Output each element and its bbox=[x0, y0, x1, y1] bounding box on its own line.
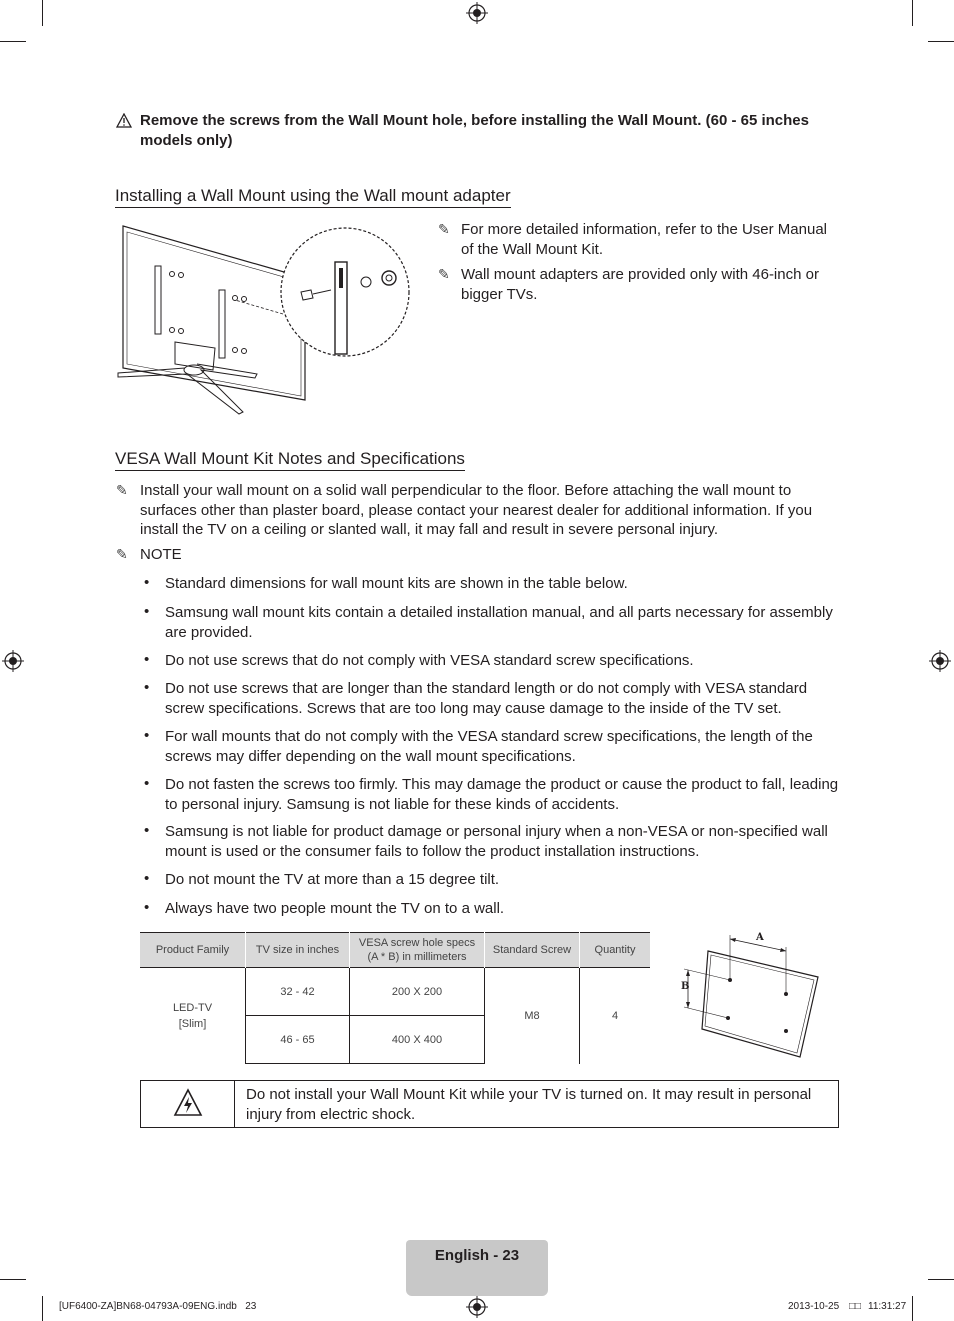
note-bullet: Do not use screws that are longer than the standard length or do not comply with VESA standard screw specifications. Screws that are too long may cause damage to the inside of the TV set. bbox=[165, 680, 808, 717]
note-icon: ✎ bbox=[438, 221, 450, 237]
note-bullet: Samsung wall mount kits contain a detailed installation manual, and all parts necessary for assembly are provided. bbox=[165, 604, 833, 641]
caution-icon bbox=[116, 113, 132, 128]
adapter-note: For more detailed information, refer to the User Manual of the Wall Mount Kit. bbox=[461, 221, 827, 258]
vesa-spec-cell: 200 X 200 bbox=[350, 968, 485, 1016]
note-bullet: Standard dimensions for wall mount kits are shown in the table below. bbox=[165, 575, 628, 592]
dimension-label-a: A bbox=[756, 932, 764, 943]
registration-mark-icon bbox=[466, 1296, 488, 1318]
table-header: Quantity bbox=[580, 933, 651, 968]
page-number-tab bbox=[406, 1240, 548, 1296]
registration-mark-icon bbox=[2, 650, 24, 672]
table-header: TV size in inches bbox=[246, 933, 350, 968]
registration-mark-icon bbox=[929, 650, 951, 672]
crop-mark bbox=[0, 1279, 26, 1280]
bullet-dot: • bbox=[144, 899, 150, 916]
warning-box bbox=[140, 1080, 839, 1128]
vesa-intro: Install your wall mount on a solid wall perpendicular to the floor. Before attaching the wall mount to surfaces other than plaster board, please contact your nearest dealer for additional information. If you install the TV on a ceiling or slanted wall, it may fall and result in severe personal injury. bbox=[140, 482, 813, 538]
table-header: Product Family bbox=[140, 933, 246, 968]
note-bullet: Do not use screws that do not comply with VESA standard screw specifications. bbox=[165, 652, 694, 669]
quantity-cell: 4 bbox=[580, 968, 651, 1064]
crop-mark bbox=[928, 41, 954, 42]
vesa-dimension-diagram bbox=[678, 925, 828, 1065]
crop-mark bbox=[912, 0, 913, 26]
warning-text: Do not install your Wall Mount Kit while your TV is turned on. It may result in personal injury from electric shock. bbox=[246, 1086, 812, 1123]
bullet-dot: • bbox=[144, 679, 150, 696]
bullet-dot: • bbox=[144, 727, 150, 744]
dimension-label-b: B bbox=[681, 981, 690, 992]
bullet-dot: • bbox=[144, 870, 150, 887]
footer-file-name: [UF6400-ZA]BN68-04793A-09ENG.indb 23 bbox=[59, 1301, 257, 1312]
table-header-row bbox=[140, 933, 650, 968]
table-row bbox=[140, 968, 650, 1016]
note-icon: ✎ bbox=[116, 546, 128, 562]
note-label: NOTE bbox=[140, 546, 182, 563]
crop-mark bbox=[912, 1296, 913, 1321]
standard-screw-cell: M8 bbox=[485, 968, 580, 1064]
note-bullet: Samsung is not liable for product damage or personal injury when a non-VESA or non-specified wall mount is used or the consumer fails to follow the product installation instructions. bbox=[165, 823, 828, 860]
footer-date: 2013-10-25 bbox=[788, 1301, 840, 1312]
product-family-line: [Slim] bbox=[178, 1017, 207, 1030]
note-bullet: For wall mounts that do not comply with the VESA standard screw specifications, the length of the screws may differ depending on the wall mount specifications. bbox=[165, 728, 813, 765]
crop-mark bbox=[42, 0, 43, 26]
tv-size-cell: 46 - 65 bbox=[246, 1016, 350, 1064]
note-bullet: Do not mount the TV at more than a 15 degree tilt. bbox=[165, 871, 500, 888]
adapter-heading: Installing a Wall Mount using the Wall mount adapter bbox=[115, 186, 511, 208]
warning-icon-cell bbox=[141, 1081, 235, 1127]
product-family-cell bbox=[140, 968, 246, 1064]
footer-time-prefix: □□ bbox=[849, 1301, 862, 1312]
tv-size-cell: 32 - 42 bbox=[246, 968, 350, 1016]
footer-time: 11:31:27 bbox=[868, 1301, 907, 1312]
page-label: English - 23 bbox=[434, 1247, 520, 1264]
bullet-dot: • bbox=[144, 574, 150, 591]
vesa-spec-table bbox=[140, 932, 650, 1064]
crop-mark bbox=[0, 41, 26, 42]
caution-text: Remove the screws from the Wall Mount hole, before installing the Wall Mount. (60 - 65 inches models only) bbox=[140, 112, 809, 149]
bullet-dot: • bbox=[144, 603, 150, 620]
crop-mark bbox=[928, 1279, 954, 1280]
bullet-dot: • bbox=[144, 775, 150, 792]
wall-mount-adapter-illustration bbox=[115, 218, 415, 418]
table-header: Standard Screw bbox=[485, 933, 580, 968]
registration-mark-icon bbox=[466, 2, 488, 24]
note-icon: ✎ bbox=[438, 266, 450, 282]
vesa-spec-cell: 400 X 400 bbox=[350, 1016, 485, 1064]
product-family-line: LED-TV bbox=[172, 1001, 213, 1014]
note-icon: ✎ bbox=[116, 482, 128, 498]
bullet-dot: • bbox=[144, 822, 150, 839]
note-bullet: Always have two people mount the TV on to a wall. bbox=[165, 900, 505, 917]
bullet-dot: • bbox=[144, 651, 150, 668]
vesa-heading: VESA Wall Mount Kit Notes and Specifications bbox=[115, 449, 465, 471]
note-bullet: Do not fasten the screws too firmly. This may damage the product or cause the product to fall, leading to personal injury. Samsung is not liable for these kinds of accidents. bbox=[165, 776, 839, 813]
table-header: VESA screw hole specs (A * B) in millimeters bbox=[350, 933, 485, 968]
adapter-note: Wall mount adapters are provided only with 46-inch or bigger TVs. bbox=[461, 266, 819, 303]
electric-shock-warning-icon bbox=[173, 1088, 203, 1118]
crop-mark bbox=[42, 1296, 43, 1321]
